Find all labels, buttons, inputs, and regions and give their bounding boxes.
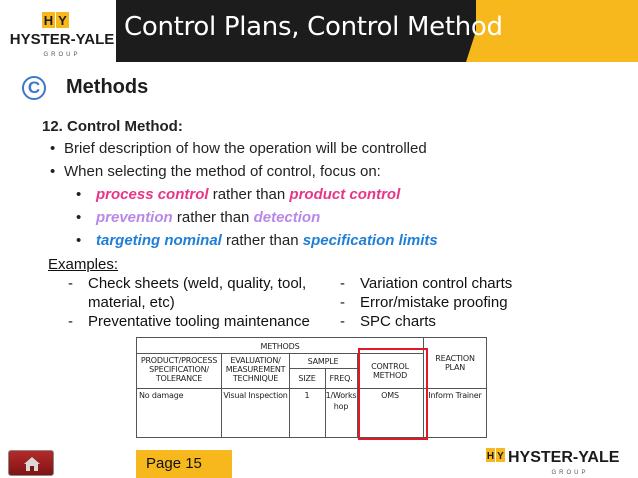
footer-logo-text: HYSTER-YALE	[508, 449, 620, 466]
section-title: Methods	[66, 76, 149, 98]
table-title: METHODS	[260, 342, 300, 351]
header-control-method: CONTROL METHOD	[371, 362, 409, 380]
hyster-yale-footer-logo	[484, 444, 636, 478]
sub-bullet-item: • prevention rather than detection	[76, 209, 321, 226]
slide-title: Control Plans, Control Method	[124, 12, 503, 42]
sub-bullet-item: • process control rather than product control	[76, 186, 401, 203]
header-spec: PRODUCT/PROCESS SPECIFICATION/ TOLERANCE	[140, 356, 218, 383]
slide-header	[0, 0, 638, 62]
cell-spec: No damage	[139, 391, 184, 400]
logo-text: HYSTER-YALE	[9, 31, 115, 48]
cell-size: 1	[304, 391, 310, 400]
home-button[interactable]	[8, 450, 54, 476]
cell-control-method: OMS	[381, 391, 399, 400]
example-item: - Preventative tooling maintenance	[68, 313, 310, 330]
example-item-continuation: material, etc)	[88, 294, 175, 311]
home-icon	[9, 451, 55, 477]
cell-reaction: Inform Trainer	[428, 391, 482, 400]
bullet-item: • Brief description of how the operation will be controlled	[50, 140, 427, 157]
control-method-highlight	[358, 348, 428, 440]
section-badge: C	[22, 76, 46, 100]
page-number: Page 15	[136, 450, 232, 478]
cell-eval: Visual Inspection	[223, 391, 288, 400]
example-item: - SPC charts	[340, 313, 436, 330]
header-reaction-plan: REACTION PLAN	[435, 354, 475, 372]
svg-text:Y: Y	[58, 13, 67, 28]
footer-logo-subtext: GROUP	[551, 470, 589, 476]
logo-subtext: GROUP	[43, 52, 81, 58]
example-item: - Error/mistake proofing	[340, 294, 508, 311]
header-eval: EVALUATION/ MEASUREMENT TECHNIQUE	[225, 356, 286, 383]
examples-label: Examples:	[48, 256, 119, 273]
sub-bullet-item: • targeting nominal rather than specification limits	[76, 232, 438, 249]
svg-text:Y: Y	[497, 451, 504, 462]
item-heading: 12. Control Method:	[42, 118, 183, 135]
control-plan-table	[136, 337, 487, 438]
header-size: SIZE	[298, 374, 316, 383]
cell-freq: 1/Works hop	[325, 391, 357, 411]
svg-text:H: H	[486, 451, 495, 462]
svg-text:H: H	[43, 13, 54, 28]
example-item: - Variation control charts	[340, 275, 513, 292]
example-item: - Check sheets (weld, quality, tool,	[68, 275, 307, 292]
header-sample: SAMPLE	[307, 357, 339, 366]
header-freq: FREQ.	[329, 374, 353, 383]
bullet-item: • When selecting the method of control, focus on:	[50, 163, 381, 180]
hyster-yale-logo	[6, 4, 118, 60]
